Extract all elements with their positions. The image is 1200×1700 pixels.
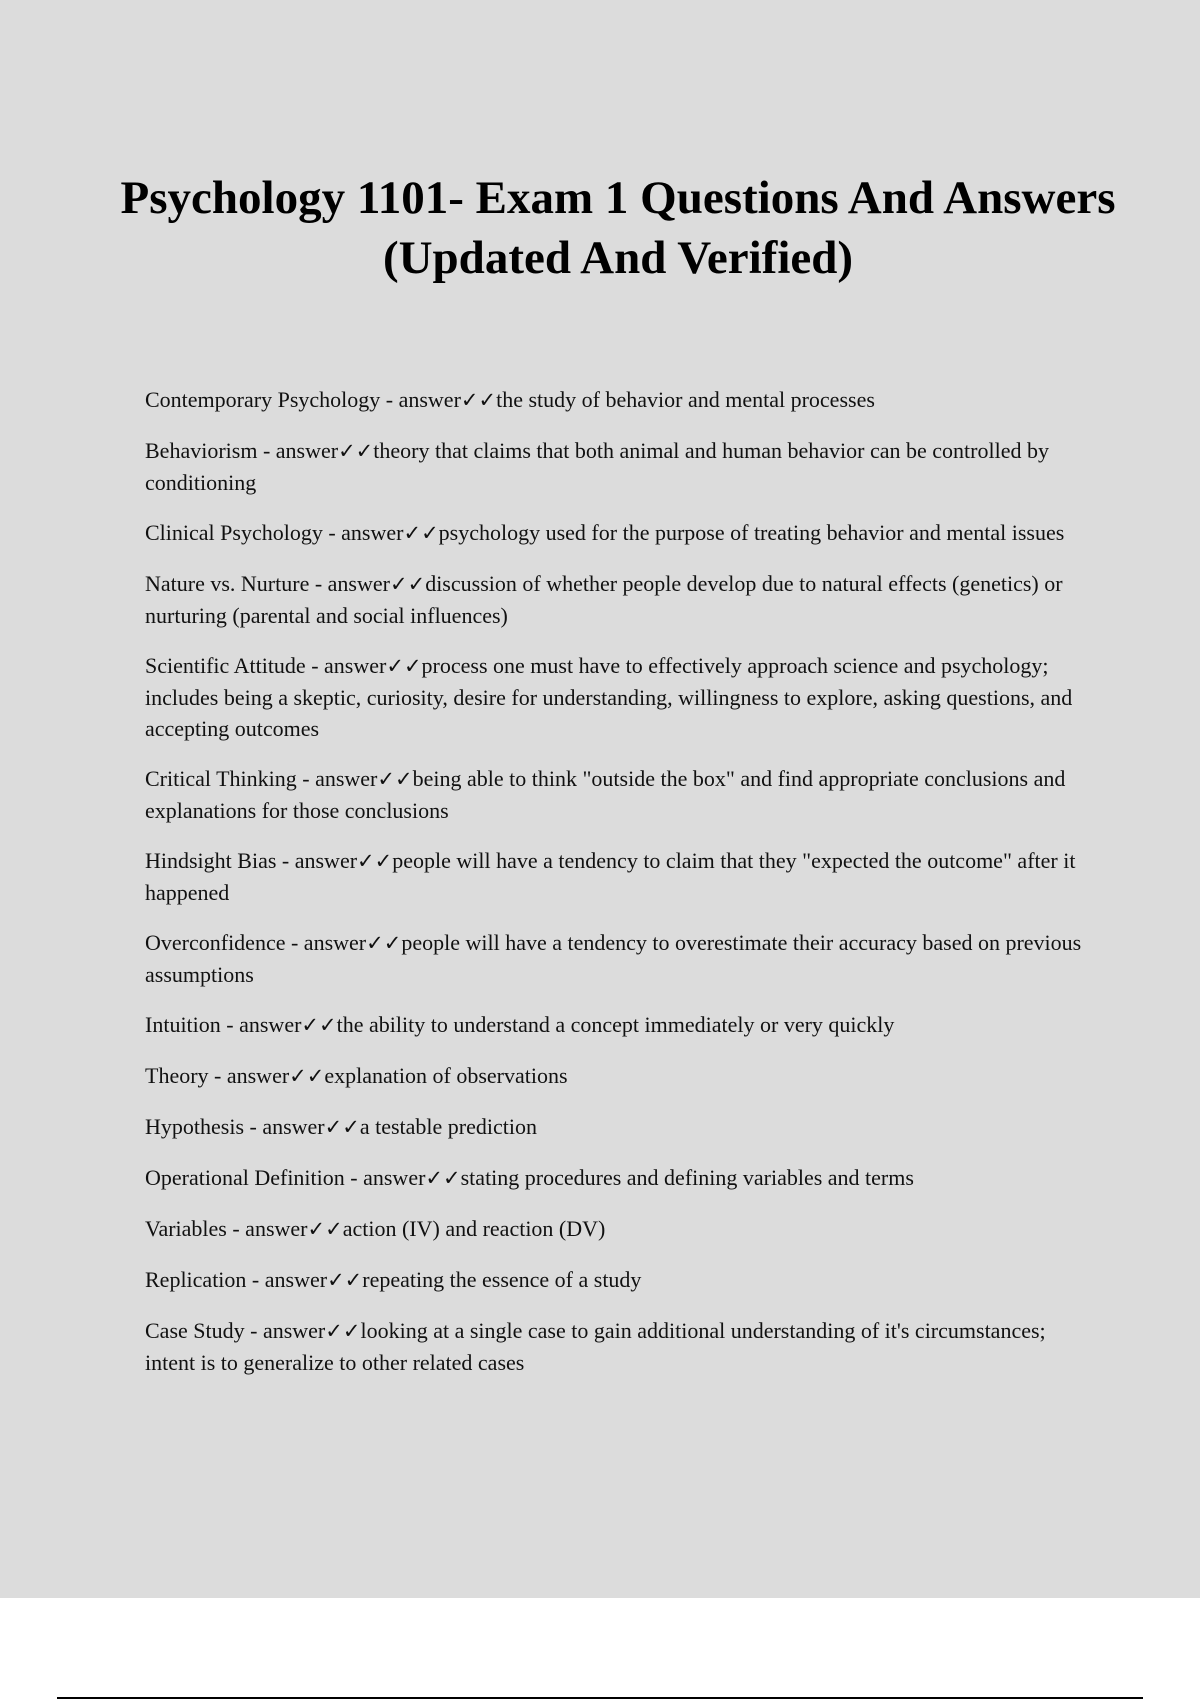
definition: psychology used for the purpose of treating behavior and mental issues — [438, 520, 1065, 545]
definition: explanation of observations — [324, 1063, 568, 1088]
answer-separator: - answer — [380, 387, 461, 412]
term: Intuition — [145, 1012, 221, 1037]
list-item — [145, 1264, 1095, 1296]
checkmark-icon: ✓✓ — [307, 1217, 343, 1241]
checkmark-icon: ✓✓ — [389, 572, 426, 596]
term: Clinical Psychology — [145, 520, 323, 545]
term: Critical Thinking — [145, 766, 297, 791]
term: Nature vs. Nurture — [145, 571, 310, 596]
page-title: Psychology 1101- Exam 1 Questions And Answers (Updated And Verified) — [120, 172, 1116, 284]
definition: discussion of whether people develop due to natural effects (genetics) or nurturing (parental and social influences) — [145, 571, 1063, 628]
checkmark-icon: ✓✓ — [324, 1115, 360, 1139]
list-item — [145, 927, 1095, 990]
definition: the ability to understand a concept immediately or very quickly — [336, 1012, 895, 1037]
term: Behaviorism — [145, 438, 258, 463]
list-item — [145, 1060, 1095, 1092]
list-item — [145, 1315, 1095, 1378]
qa-list — [145, 384, 1095, 1397]
definition: looking at a single case to gain additional understanding of it's circumstances; intent is to generalize to other related cases — [145, 1318, 1046, 1375]
answer-separator: - answer — [220, 1012, 302, 1037]
checkmark-icon: ✓✓ — [366, 931, 402, 955]
answer-separator: - answer — [344, 1165, 426, 1190]
checkmark-icon: ✓✓ — [338, 439, 374, 463]
checkmark-icon: ✓✓ — [386, 654, 422, 678]
checkmark-icon: ✓✓ — [327, 1268, 363, 1292]
definition: people will have a tendency to claim that they "expected the outcome" after it happened — [145, 848, 1076, 905]
answer-separator: - answer — [322, 520, 404, 545]
answer-separator: - answer — [305, 653, 387, 678]
list-item — [145, 435, 1095, 498]
term: Contemporary Psychology — [145, 387, 381, 412]
term: Hindsight Bias — [145, 848, 277, 873]
term: Theory — [145, 1063, 209, 1088]
list-item — [145, 568, 1095, 631]
answer-separator: - answer — [257, 438, 339, 463]
answer-separator: - answer — [246, 1267, 328, 1292]
term: Operational Definition — [145, 1165, 345, 1190]
definition: stating procedures and defining variables and terms — [460, 1165, 914, 1190]
checkmark-icon: ✓✓ — [377, 767, 413, 791]
footer-divider — [57, 1697, 1143, 1699]
definition: people will have a tendency to overestimate their accuracy based on previous assumptions — [145, 930, 1082, 987]
answer-separator: - answer — [244, 1318, 326, 1343]
term: Overconfidence — [145, 930, 286, 955]
checkmark-icon: ✓✓ — [289, 1064, 325, 1088]
list-item — [145, 650, 1095, 744]
checkmark-icon: ✓✓ — [357, 849, 393, 873]
term: Variables — [145, 1216, 227, 1241]
definition: repeating the essence of a study — [362, 1267, 642, 1292]
list-item — [145, 517, 1095, 549]
list-item — [145, 384, 1095, 416]
definition: process one must have to effectively approach science and psychology; includes being a skeptic, curiosity, desire for understanding, willingness to explore, asking questions, and accepting outcomes — [145, 653, 1073, 741]
term: Replication — [145, 1267, 247, 1292]
list-item — [145, 763, 1095, 826]
list-item — [145, 1111, 1095, 1143]
answer-separator: - answer — [208, 1063, 290, 1088]
definition: theory that claims that both animal and human behavior can be controlled by conditioning — [145, 438, 1049, 495]
list-item — [145, 845, 1095, 908]
definition: being able to think "outside the box" and find appropriate conclusions and explanations for those conclusions — [145, 766, 1066, 823]
list-item — [145, 1162, 1095, 1194]
answer-separator: - answer — [226, 1216, 308, 1241]
checkmark-icon: ✓✓ — [460, 388, 497, 412]
list-item — [145, 1213, 1095, 1245]
definition: action (IV) and reaction (DV) — [342, 1216, 606, 1241]
checkmark-icon: ✓✓ — [403, 521, 439, 545]
answer-separator: - answer — [276, 848, 358, 873]
definition: the study of behavior and mental processes — [496, 387, 875, 412]
answer-separator: - answer — [309, 571, 390, 596]
term: Scientific Attitude — [145, 653, 306, 678]
checkmark-icon: ✓✓ — [325, 1319, 361, 1343]
list-item — [145, 1009, 1095, 1041]
checkmark-icon: ✓✓ — [301, 1013, 337, 1037]
answer-separator: - answer — [296, 766, 378, 791]
definition: a testable prediction — [359, 1114, 537, 1139]
answer-separator: - answer — [244, 1114, 325, 1139]
answer-separator: - answer — [285, 930, 367, 955]
checkmark-icon: ✓✓ — [425, 1166, 461, 1190]
term: Hypothesis — [145, 1114, 244, 1139]
term: Case Study — [145, 1318, 245, 1343]
